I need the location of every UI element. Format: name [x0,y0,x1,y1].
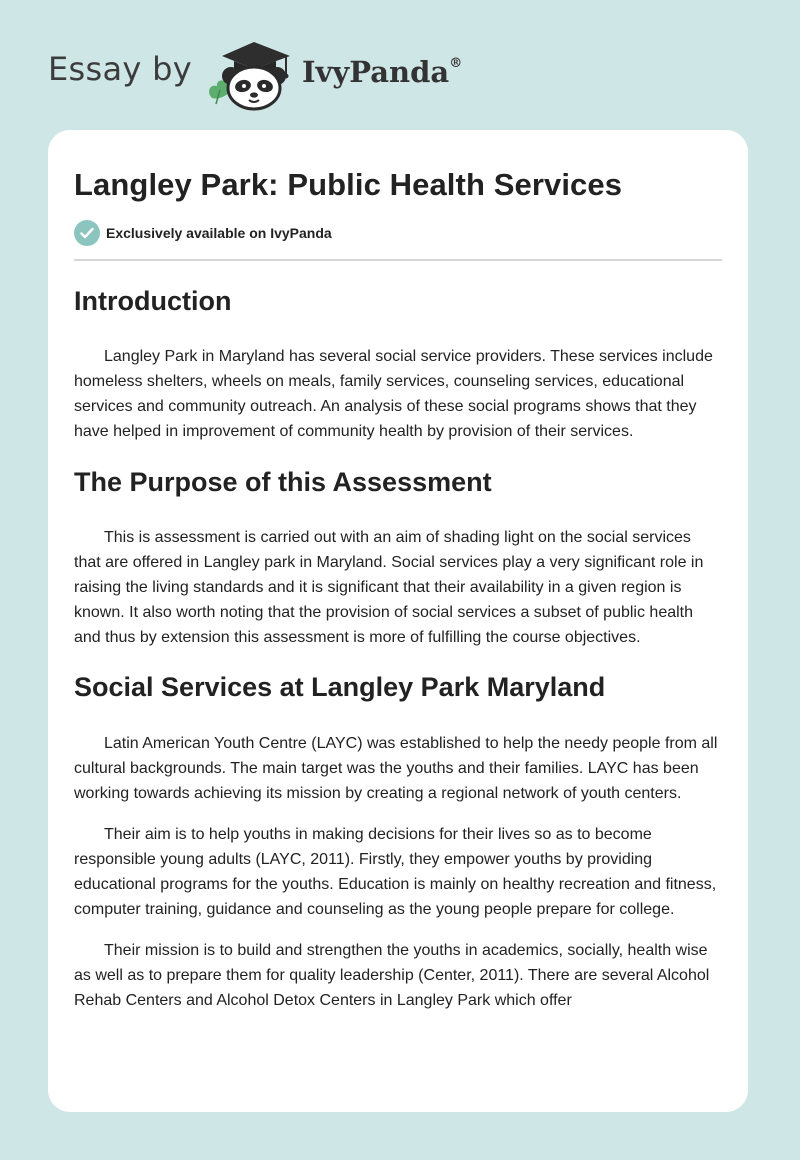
paragraph: This is assessment is carried out with an aim of shading light on the social services that are offered in Langley park in Maryland. Social services play a very significant role in raising the living standards and it is significant that their availability in a given region is known. It also worth noting that the provision of social services a subset of public health and thus by extension this assessment is more of fulfilling the course objectives. [74,529,704,646]
paragraph: Latin American Youth Centre (LAYC) was established to help the needy people from all cultural backgrounds. The main target was the youths and their families. LAYC has been working towards achieving its mission by creating a regional network of youth centers. [74,735,718,802]
paragraph: Their aim is to help youths in making decisions for their lives so as to become responsible young adults (LAYC, 2011). Firstly, they empower youths by providing educational programs for the youths. Education is mainly on healthy recreation and fitness, computer training, guidance and counseling as the young people prepare for college. [74,826,717,918]
brand-prefix: Essay by [48,50,192,88]
exclusive-label: Exclusively available on IvyPanda [106,225,332,241]
panda-logo-icon [204,36,300,112]
paragraph: Their mission is to build and strengthen the youths in academics, socially, health wise as well as to prepare them for quality leadership (Center, 2011). There are several Alcohol Rehab Centers and Alcohol Detox Centers in Langley Park which offer [74,942,710,1009]
section-heading-social-services: Social Services at Langley Park Maryland [74,672,606,702]
section-heading-introduction: Introduction [74,286,232,316]
brand-name-text: IvyPanda [301,55,450,89]
section-heading-purpose: The Purpose of this Assessment [74,467,492,497]
essay-title: Langley Park: Public Health Services [74,167,623,202]
title-divider [74,259,722,261]
brand-name [302,55,462,89]
essay-card [48,130,748,1112]
paragraph: Langley Park in Maryland has several social service providers. These services include homeless shelters, wheels on meals, family services, counseling services, educational services and community outreach. An analysis of these social programs shows that they have helped in improvement of community health by provision of their services. [74,348,713,440]
brand-header [48,34,462,114]
checkmark-icon [74,220,100,246]
exclusive-badge [74,220,722,246]
registered-mark: ® [449,56,463,72]
